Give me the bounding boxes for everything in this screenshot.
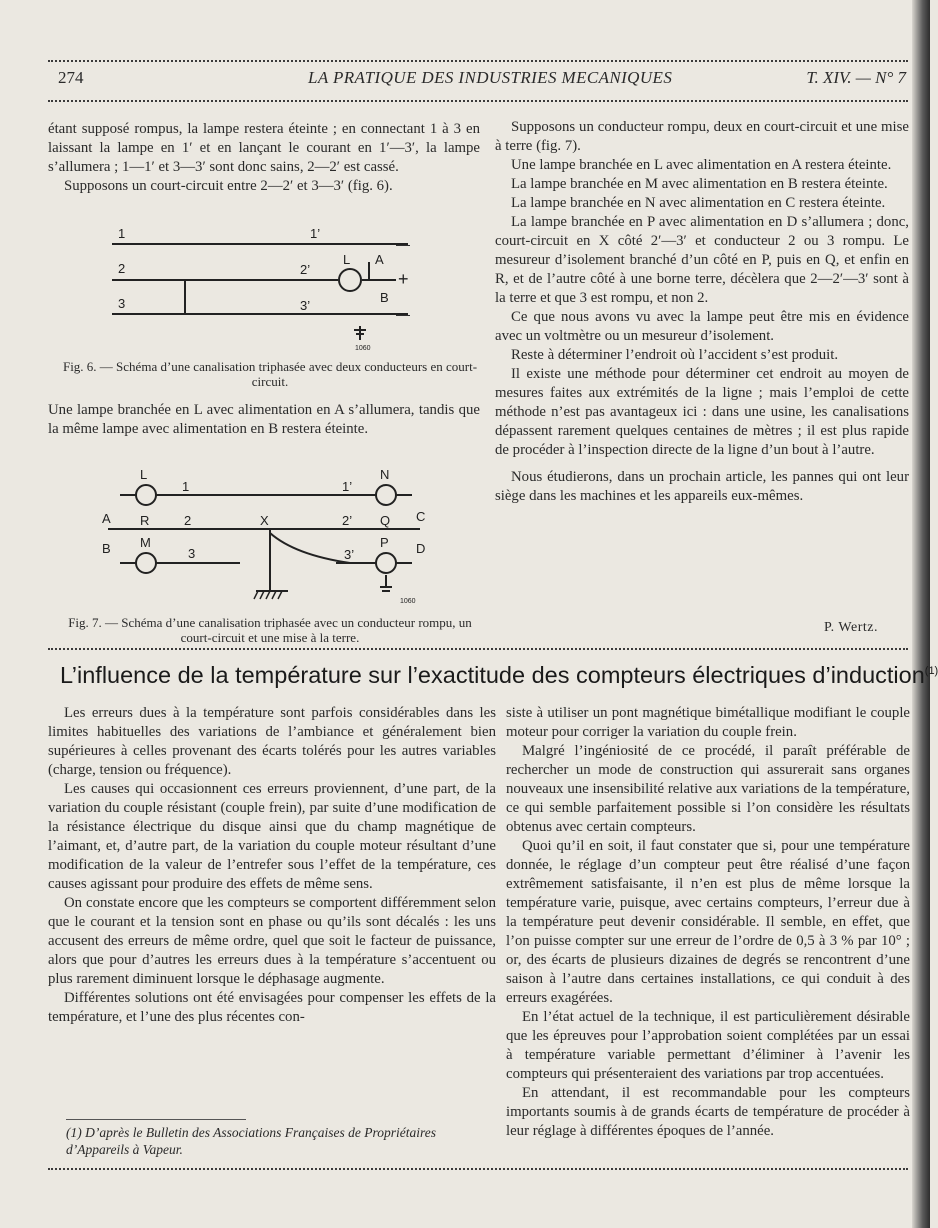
printer-mark: 1060: [355, 345, 371, 352]
label-minus-top: —: [396, 236, 410, 252]
label-M: M: [140, 535, 151, 550]
footnote-rule: [66, 1119, 246, 1120]
paragraph: Il existe une méthode pour déterminer cet endroit au moyen de mesures faites aux extrémités de la ligne ; mais l’emploi de cette méthode n’est pas avantageux ici : dans une usine, les canalisations dépassent rarement quelques centaines de mètres ; il est plus rapide de procéder à l’inspection directe de la ligne d’un bout à l’autre.: [495, 366, 909, 458]
label-minus-bottom: —: [396, 306, 410, 322]
label-1p: 1’: [310, 226, 321, 241]
lamp-N: [376, 485, 396, 505]
paragraph: étant supposé rompus, la lampe restera éteinte ; en connectant 1 à 3 en laissant la lampe en 1′ et en lançant le courant en 1′—3′, la lampe s’allumera ; 1—1′ et 3—3′ sont donc sains, 2—2′ est cassé.: [48, 121, 480, 175]
right-column-top: [495, 118, 909, 506]
figure-7: [60, 463, 480, 645]
title-footnote-marker: (1): [924, 665, 938, 678]
page-binding-edge: [912, 0, 930, 1228]
short-circuit-wire: [270, 533, 350, 563]
paragraph: Quoi qu’il en soit, il faut constater que si, pour une température donnée, le réglage d’un compteur peut être réalisé d’une façon extrêmement satisfaisante, il n’en est plus de même lorsque la température varie, puisque, avec certains compteurs, l’erreur due à la température peut devenir considérable. Il semble, en effet, que l’on puisse compter sur une erreur de l’ordre de 0,5 à 3 % par 10° ; or, des écarts de plusieurs dizaines de degrés se rencontrent d’une saison à l’autre dans certaines installations, ce qui conduit à des erreurs exagérées.: [506, 838, 910, 1006]
label-Q: Q: [380, 513, 391, 528]
label-2p: 2’: [342, 513, 353, 528]
label-L: L: [343, 252, 351, 267]
running-header: [58, 66, 906, 92]
earth-hatching: [254, 591, 282, 599]
label-B: B: [380, 290, 389, 305]
label-plus: +: [398, 269, 409, 289]
label-3p: 3’: [344, 547, 355, 562]
label-P: P: [380, 535, 389, 550]
paragraph: Les causes qui occasionnent ces erreurs proviennent, d’une part, de la variation du couple résistant (couple frein), par suite d’une modification de la résistance électrique du disque ainsi que du champ magnétique de l’aimant, et, d’autre part, de la variation du couple moteur résultant d’une modification de la valeur de l’entrefer sous l’effet de la température, ces causes agissant pour produire des effets de même sens.: [48, 781, 496, 892]
label-3: 3: [188, 546, 196, 561]
label-X: X: [260, 513, 269, 528]
paragraph: Supposons un conducteur rompu, deux en court-circuit et une mise à terre (fig. 7).: [495, 119, 909, 154]
left-column-top: [48, 120, 480, 196]
header-dotted-rule: [48, 100, 908, 102]
label-2p: 2’: [300, 262, 311, 277]
figure-6-caption: Fig. 6. — Schéma d’une canalisation triphasée avec deux conducteurs en court-circuit.: [62, 359, 478, 389]
label-2: 2: [118, 261, 126, 276]
paragraph: Supposons un court-circuit entre 2—2′ et 3—3′ (fig. 6).: [64, 178, 393, 194]
paragraph: En attendant, il est recommandable pour les compteurs importants soumis à de grands écarts de température de procéder à leur réglage à différentes époques de l’année.: [506, 1085, 910, 1139]
paragraph: siste à utiliser un pont magnétique bimétallique modifiant le couple moteur pour corriger la variation du couple frein.: [506, 705, 910, 740]
lamp-P: [376, 553, 396, 573]
ground-symbol: [380, 587, 392, 591]
left-column-bottom: [48, 704, 496, 1027]
paragraph: La lampe branchée en M avec alimentation en B restera éteinte.: [511, 176, 888, 192]
journal-title: LA PRATIQUE DES INDUSTRIES MECANIQUES: [308, 68, 673, 87]
figure-7-caption: Fig. 7. — Schéma d’une canalisation triphasée avec un conducteur rompu, un court-circuit et une mise à la terre.: [68, 615, 472, 645]
label-A: A: [375, 252, 384, 267]
paragraph: Une lampe branchée en L avec alimentation en A restera éteinte.: [511, 157, 892, 173]
paragraph: En l’état actuel de la technique, il est particulièrement désirable que les épreuves pour l’approbation soient complétées par un essai à température variable permettant d’éliminer à l’avenir les compteurs qui présenteraient des variations par trop accentuées.: [506, 1009, 910, 1082]
ground-symbol: [354, 326, 366, 340]
label-L: L: [140, 467, 148, 482]
paragraph: La lampe branchée en N avec alimentation en C restera éteinte.: [511, 195, 886, 211]
figure-6: [60, 222, 480, 389]
paragraph: Nous étudierons, dans un prochain article, les pannes qui ont leur siège dans les machines et les appareils eux-mêmes.: [495, 469, 909, 504]
lamp-L: [339, 269, 361, 291]
paragraph: Une lampe branchée en L avec alimentation en A s’allumera, tandis que la même lampe avec alimentation en B restera éteinte.: [48, 402, 480, 437]
label-A: A: [102, 511, 111, 526]
label-2: 2: [184, 513, 192, 528]
paragraph: Ce que nous avons vu avec la lampe peut être mis en évidence avec un voltmètre ou un mesureur d’isolement.: [495, 309, 909, 344]
section-dotted-rule: [48, 648, 908, 650]
paragraph: Les erreurs dues à la température sont parfois considérables dans les limites habituelles des variations de l’ambiance et généralement bien supérieures à celles provenant des écarts tolérés pour les autres variables (charge, tension ou fréquence).: [48, 705, 496, 778]
paragraph: La lampe branchée en P avec alimentation en D s’allumera ; donc, court-circuit en X côté 2′—3′ et conducteur 2 ou 3 rompu. Le mesureur d’isolement branché d’un côté en P, puis en Q, et enfin en R, et de l’autre côté à une borne terre, décèlera que 2—2′—3′ sont à la terre et que 3 est rompu, et non 2.: [495, 214, 909, 306]
figure-7-diagram: [60, 463, 480, 608]
label-3p: 3’: [300, 298, 311, 313]
article-title: [60, 662, 938, 689]
lamp-M: [136, 553, 156, 573]
label-3: 3: [118, 296, 126, 311]
lamp-L: [136, 485, 156, 505]
paragraph: Différentes solutions ont été envisagées pour compenser les effets de la température, et l’une des plus récentes con-: [48, 990, 496, 1025]
right-column-bottom: [506, 704, 910, 1141]
figure-6-diagram: [60, 222, 480, 352]
paragraph: Reste à déterminer l’endroit où l’accident s’est produit.: [511, 347, 839, 363]
label-1: 1: [118, 226, 126, 241]
top-dotted-rule: [48, 60, 908, 62]
article-title-text: L’influence de la température sur l’exactitude des compteurs électriques d’induction: [60, 662, 925, 688]
author-signature: P. Wertz.: [823, 620, 878, 635]
label-1: 1: [182, 479, 190, 494]
label-C: C: [416, 509, 426, 524]
label-R: R: [140, 513, 150, 528]
printer-mark: 1060: [400, 598, 416, 605]
page-number: 274: [58, 68, 84, 87]
paragraph: On constate encore que les compteurs se comportent différemment selon que le courant et la tension sont en phase ou qu’ils sont décalés : les uns accusent des erreurs de même ordre, quel que soit le facteur de puissance, alors que pour d’autres les erreurs dues à la température s’accentuent ou plus rarement diminuent lorsque le déphasage augmente.: [48, 895, 496, 987]
bottom-dotted-rule: [48, 1168, 908, 1170]
volume-issue: T. XIV. — N° 7: [806, 68, 906, 87]
label-D: D: [416, 541, 426, 556]
paragraph: Malgré l’ingéniosité de ce procédé, il paraît préférable de rechercher un mode de construction qui assurerait sans organes nouveaux une insensibilité relative aux variations de la température, ce qui semble parfaitement possible si l’on considère les résultats obtenus avec certain compteurs.: [506, 743, 910, 835]
label-N: N: [380, 467, 390, 482]
label-B: B: [102, 541, 111, 556]
label-1p: 1’: [342, 479, 353, 494]
footnote: (1) D’après le Bulletin des Associations Françaises de Propriétaires d’Appareils à Vapeur.: [66, 1125, 436, 1157]
